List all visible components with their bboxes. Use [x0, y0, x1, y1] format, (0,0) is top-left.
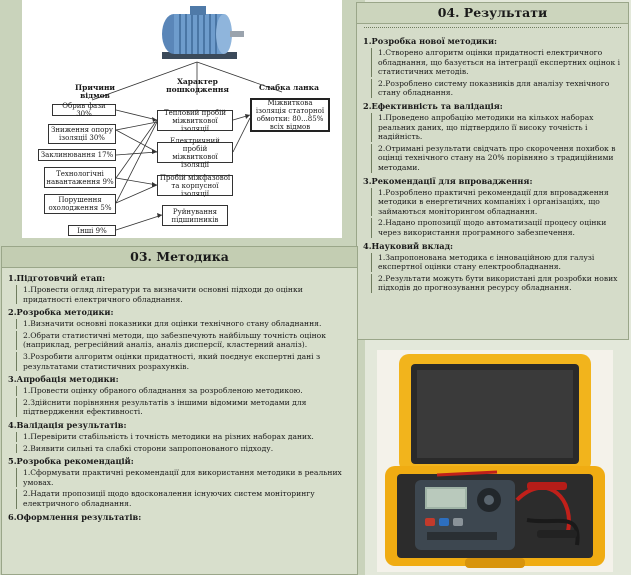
results-item: 1.Створено алгоритм оцінки придатності електричного обладнання, що базується на інтеграції експертних оцінок і статистичних методів.: [371, 48, 622, 77]
results-item: 1.Запропонована методика є інноваційною для галузі експертної оцінки стану електрообладнання.: [371, 253, 622, 272]
damage-box: Тепловий пробій міжвиткової ізоляції: [157, 110, 233, 131]
results-item: 2.Розроблено систему показників для аналізу технічного стану обладнання.: [371, 79, 622, 98]
method-item: 2.Виявити сильні та слабкі сторони запропонованого підходу.: [16, 444, 351, 454]
results-heading: 3.Рекомендації для впровадження:: [363, 175, 533, 186]
method-heading: 1.Підготовчий етап:: [8, 273, 106, 283]
method-heading: 2.Розробка методики:: [8, 307, 114, 318]
results-item: 1.Розроблено практичні рекомендації для впровадження методики в енергетичних компаніях і організаціях, що займаються моніторингом обладнання.: [371, 188, 622, 217]
cause-box: Технологічні навантаження 9%: [44, 167, 116, 188]
results-panel: [356, 2, 629, 340]
damage-box: Руйнування підшипників: [162, 205, 228, 226]
results-heading: 1.Розробка нової методики:: [363, 36, 498, 46]
results-heading: 4.Науковий вклад:: [363, 240, 454, 251]
failure-diagram: [22, 0, 342, 238]
method-item: 2.Здійснити порівняння результатів з іншими відомими методами для підтвердження ефективності.: [16, 398, 351, 417]
method-item: 1.Сформувати практичні рекомендації для використання методики в реальних умовах.: [16, 468, 351, 487]
method-heading: 4.Валідація результатів:: [8, 419, 127, 430]
method-item: 2.Надати пропозиції щодо вдосконалення існуючих систем моніторингу електричного обладнання.: [16, 489, 351, 508]
divider: [364, 27, 621, 28]
cause-box: Порушення охолодження 5%: [44, 194, 116, 214]
method-item: 1.Провести огляд літератури та визначити основні підходи до оцінки придатності електричного обладнання.: [16, 285, 351, 304]
method-item: 2.Обрати статистичні методи, що забезпечують найбільшу точність оцінок (наприклад, регресійний аналіз, аналіз дисперсії, кластерний аналіз).: [16, 331, 351, 350]
method-item: 1.Визначити основні показники для оцінки технічного стану обладнання.: [16, 319, 351, 329]
results-item: 1.Проведено апробацію методики на кількох наборах реальних даних, що підтвердило її високу точність і надійність.: [371, 113, 622, 142]
cause-box: Зниження опору ізоляції 30%: [48, 124, 116, 144]
method-item: 1.Провести оцінку обраного обладнання за розробленою методикою.: [16, 386, 351, 396]
damage-box: Пробій міжфазової та корпусної ізоляції: [157, 175, 233, 196]
results-item: 2.Надано пропозиції щодо автоматизації процесу оцінки через використання програмного забезпечення.: [371, 218, 622, 237]
damage-box: Електричний пробій міжвиткової ізоляції: [157, 142, 233, 163]
character-header: Характер пошкодження: [166, 77, 229, 94]
causes-header: Причини відмов: [75, 83, 115, 100]
electric-motor-image: [152, 2, 247, 62]
results-item: 2.Отримані результати свідчать про скорочення похибок в оцінці технічного стану на 20% порівняно з традиційними методами.: [371, 144, 622, 173]
method-item: 3.Розробити алгоритм оцінки придатності, який поєднує експертні дані з результатами статистичних розрахунків.: [16, 352, 351, 371]
results-item: 2.Результати можуть бути використані для розробки нових підходів до прогнозування ресурсу обладнання.: [371, 274, 622, 293]
weak-link-box: Міжвиткова ізоляція статорної обмотки: 80...85% всіх відмов: [250, 98, 330, 132]
results-heading: 2.Ефективність та валідація:: [363, 100, 503, 111]
cause-box: Заклинювання 17%: [38, 149, 116, 161]
method-heading: 3.Апробація методики:: [8, 374, 119, 385]
weak-link-header: Слабка ланка: [259, 83, 319, 92]
methodology-title: 03. Методика: [2, 247, 357, 268]
method-heading: 6.Оформлення результатів:: [8, 511, 142, 522]
method-item: 1.Перевірити стабільність і точність методики на різних наборах даних.: [16, 432, 351, 442]
cause-box: Обрив фази 30%: [52, 104, 116, 116]
results-title: 04. Результати: [357, 3, 628, 24]
insulation-tester-image: [377, 350, 613, 572]
method-heading: 5.Розробка рекомендацій:: [8, 456, 134, 467]
methodology-panel: [1, 246, 358, 575]
cause-box: Інші 9%: [68, 225, 116, 236]
